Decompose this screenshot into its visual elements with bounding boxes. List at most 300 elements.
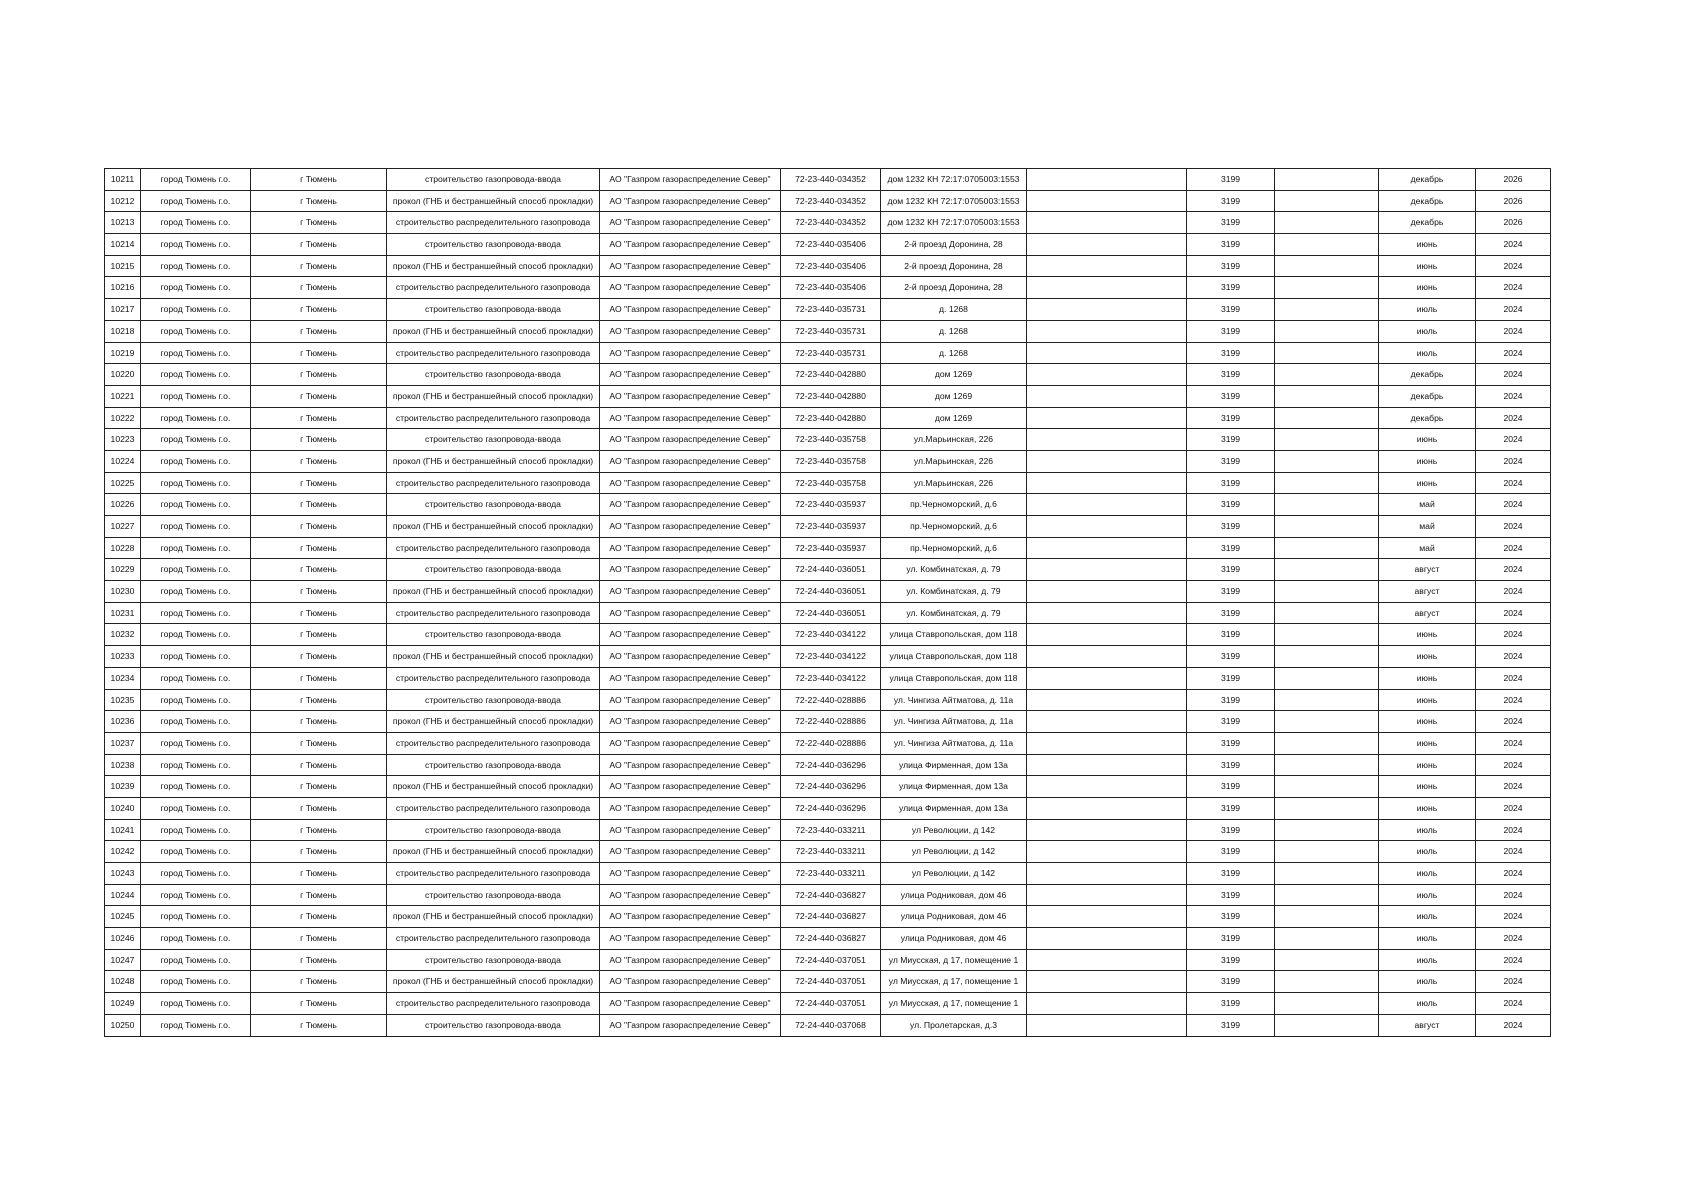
- month-cell: июнь: [1379, 450, 1476, 472]
- table-row: [105, 277, 1551, 299]
- code-cell: 3199: [1187, 646, 1275, 668]
- row-number-cell: 10247: [105, 949, 141, 971]
- month-cell: август: [1379, 559, 1476, 581]
- settlement-cell: г Тюмень: [251, 190, 387, 212]
- empty-cell: [1275, 949, 1379, 971]
- address-cell: д. 1268: [881, 299, 1027, 321]
- application-number-cell: 72-23-440-035731: [781, 320, 881, 342]
- empty-cell: [1027, 342, 1187, 364]
- row-number-cell: 10228: [105, 537, 141, 559]
- application-number-cell: 72-22-440-028886: [781, 711, 881, 733]
- code-cell: 3199: [1187, 841, 1275, 863]
- organization-cell: АО "Газпром газораспределение Север": [600, 949, 781, 971]
- application-number-cell: 72-24-440-036051: [781, 602, 881, 624]
- code-cell: 3199: [1187, 516, 1275, 538]
- year-cell: 2024: [1476, 234, 1551, 256]
- organization-cell: АО "Газпром газораспределение Север": [600, 255, 781, 277]
- year-cell: 2024: [1476, 320, 1551, 342]
- application-number-cell: 72-24-440-037051: [781, 971, 881, 993]
- address-cell: улица Родниковая, дом 46: [881, 906, 1027, 928]
- settlement-cell: г Тюмень: [251, 1014, 387, 1036]
- organization-cell: АО "Газпром газораспределение Север": [600, 494, 781, 516]
- empty-cell: [1275, 364, 1379, 386]
- year-cell: 2024: [1476, 537, 1551, 559]
- empty-cell: [1275, 559, 1379, 581]
- work-type-cell: строительство распределительного газопровода: [387, 602, 600, 624]
- month-cell: август: [1379, 581, 1476, 603]
- month-cell: май: [1379, 494, 1476, 516]
- empty-cell: [1275, 537, 1379, 559]
- empty-cell: [1027, 299, 1187, 321]
- code-cell: 3199: [1187, 364, 1275, 386]
- address-cell: дом 1232 КН 72:17:0705003:1553: [881, 169, 1027, 191]
- address-cell: улица Фирменная, дом 13а: [881, 776, 1027, 798]
- municipality-cell: город Тюмень г.о.: [141, 472, 251, 494]
- row-number-cell: 10245: [105, 906, 141, 928]
- address-cell: ул. Чингиза Айтматова, д. 11а: [881, 711, 1027, 733]
- row-number-cell: 10240: [105, 797, 141, 819]
- empty-cell: [1027, 450, 1187, 472]
- empty-cell: [1275, 841, 1379, 863]
- address-cell: ул. Комбинатская, д. 79: [881, 559, 1027, 581]
- empty-cell: [1027, 863, 1187, 885]
- row-number-cell: 10225: [105, 472, 141, 494]
- municipality-cell: город Тюмень г.о.: [141, 776, 251, 798]
- year-cell: 2024: [1476, 472, 1551, 494]
- municipality-cell: город Тюмень г.о.: [141, 299, 251, 321]
- address-cell: улица Ставропольская, дом 118: [881, 667, 1027, 689]
- organization-cell: АО "Газпром газораспределение Север": [600, 928, 781, 950]
- year-cell: 2024: [1476, 993, 1551, 1015]
- work-type-cell: строительство распределительного газопровода: [387, 277, 600, 299]
- settlement-cell: г Тюмень: [251, 472, 387, 494]
- month-cell: декабрь: [1379, 190, 1476, 212]
- empty-cell: [1027, 234, 1187, 256]
- empty-cell: [1027, 516, 1187, 538]
- application-number-cell: 72-24-440-036827: [781, 884, 881, 906]
- code-cell: 3199: [1187, 819, 1275, 841]
- table-row: [105, 732, 1551, 754]
- table-row: [105, 602, 1551, 624]
- work-type-cell: прокол (ГНБ и бестраншейный способ прокладки): [387, 190, 600, 212]
- month-cell: июль: [1379, 949, 1476, 971]
- address-cell: дом 1269: [881, 385, 1027, 407]
- application-number-cell: 72-23-440-042880: [781, 364, 881, 386]
- year-cell: 2024: [1476, 928, 1551, 950]
- month-cell: июль: [1379, 884, 1476, 906]
- month-cell: июль: [1379, 863, 1476, 885]
- year-cell: 2024: [1476, 949, 1551, 971]
- month-cell: июнь: [1379, 711, 1476, 733]
- municipality-cell: город Тюмень г.о.: [141, 255, 251, 277]
- address-cell: ул. Чингиза Айтматова, д. 11а: [881, 732, 1027, 754]
- work-type-cell: строительство газопровода-ввода: [387, 949, 600, 971]
- address-cell: ул. Пролетарская, д.3: [881, 1014, 1027, 1036]
- application-number-cell: 72-24-440-036296: [781, 754, 881, 776]
- code-cell: 3199: [1187, 537, 1275, 559]
- organization-cell: АО "Газпром газораспределение Север": [600, 190, 781, 212]
- settlement-cell: г Тюмень: [251, 450, 387, 472]
- year-cell: 2024: [1476, 602, 1551, 624]
- address-cell: ул Миусская, д 17, помещение 1: [881, 971, 1027, 993]
- empty-cell: [1275, 624, 1379, 646]
- code-cell: 3199: [1187, 1014, 1275, 1036]
- empty-cell: [1027, 407, 1187, 429]
- table-row: [105, 884, 1551, 906]
- organization-cell: АО "Газпром газораспределение Север": [600, 364, 781, 386]
- month-cell: июнь: [1379, 776, 1476, 798]
- settlement-cell: г Тюмень: [251, 537, 387, 559]
- empty-cell: [1275, 320, 1379, 342]
- settlement-cell: г Тюмень: [251, 255, 387, 277]
- municipality-cell: город Тюмень г.о.: [141, 949, 251, 971]
- code-cell: 3199: [1187, 776, 1275, 798]
- row-number-cell: 10233: [105, 646, 141, 668]
- code-cell: 3199: [1187, 754, 1275, 776]
- row-number-cell: 10224: [105, 450, 141, 472]
- table-row: [105, 971, 1551, 993]
- empty-cell: [1027, 385, 1187, 407]
- settlement-cell: г Тюмень: [251, 581, 387, 603]
- empty-cell: [1275, 299, 1379, 321]
- month-cell: декабрь: [1379, 212, 1476, 234]
- code-cell: 3199: [1187, 602, 1275, 624]
- table-row: [105, 863, 1551, 885]
- table-body: [105, 169, 1551, 1037]
- year-cell: 2024: [1476, 407, 1551, 429]
- code-cell: 3199: [1187, 450, 1275, 472]
- row-number-cell: 10235: [105, 689, 141, 711]
- code-cell: 3199: [1187, 971, 1275, 993]
- application-number-cell: 72-22-440-028886: [781, 732, 881, 754]
- work-type-cell: строительство распределительного газопровода: [387, 472, 600, 494]
- municipality-cell: город Тюмень г.о.: [141, 559, 251, 581]
- municipality-cell: город Тюмень г.о.: [141, 277, 251, 299]
- settlement-cell: г Тюмень: [251, 516, 387, 538]
- application-number-cell: 72-24-440-036051: [781, 581, 881, 603]
- code-cell: 3199: [1187, 949, 1275, 971]
- empty-cell: [1027, 559, 1187, 581]
- settlement-cell: г Тюмень: [251, 667, 387, 689]
- settlement-cell: г Тюмень: [251, 993, 387, 1015]
- application-number-cell: 72-23-440-035731: [781, 299, 881, 321]
- empty-cell: [1275, 776, 1379, 798]
- empty-cell: [1027, 1014, 1187, 1036]
- month-cell: июнь: [1379, 472, 1476, 494]
- settlement-cell: г Тюмень: [251, 429, 387, 451]
- municipality-cell: город Тюмень г.о.: [141, 494, 251, 516]
- row-number-cell: 10217: [105, 299, 141, 321]
- application-number-cell: 72-23-440-035406: [781, 234, 881, 256]
- application-number-cell: 72-24-440-037068: [781, 1014, 881, 1036]
- work-type-cell: строительство газопровода-ввода: [387, 884, 600, 906]
- empty-cell: [1027, 472, 1187, 494]
- application-number-cell: 72-23-440-033211: [781, 863, 881, 885]
- work-type-cell: строительство газопровода-ввода: [387, 689, 600, 711]
- table-row: [105, 472, 1551, 494]
- application-number-cell: 72-23-440-035937: [781, 494, 881, 516]
- settlement-cell: г Тюмень: [251, 364, 387, 386]
- row-number-cell: 10216: [105, 277, 141, 299]
- work-type-cell: строительство распределительного газопровода: [387, 928, 600, 950]
- municipality-cell: город Тюмень г.о.: [141, 863, 251, 885]
- work-type-cell: строительство газопровода-ввода: [387, 234, 600, 256]
- row-number-cell: 10246: [105, 928, 141, 950]
- address-cell: ул. Чингиза Айтматова, д. 11а: [881, 689, 1027, 711]
- municipality-cell: город Тюмень г.о.: [141, 234, 251, 256]
- empty-cell: [1275, 754, 1379, 776]
- application-number-cell: 72-23-440-034122: [781, 667, 881, 689]
- table-row: [105, 797, 1551, 819]
- year-cell: 2024: [1476, 732, 1551, 754]
- code-cell: 3199: [1187, 624, 1275, 646]
- year-cell: 2026: [1476, 190, 1551, 212]
- empty-cell: [1027, 190, 1187, 212]
- month-cell: июль: [1379, 993, 1476, 1015]
- organization-cell: АО "Газпром газораспределение Север": [600, 667, 781, 689]
- month-cell: август: [1379, 1014, 1476, 1036]
- code-cell: 3199: [1187, 906, 1275, 928]
- application-number-cell: 72-23-440-042880: [781, 385, 881, 407]
- municipality-cell: город Тюмень г.о.: [141, 212, 251, 234]
- code-cell: 3199: [1187, 429, 1275, 451]
- year-cell: 2026: [1476, 169, 1551, 191]
- code-cell: 3199: [1187, 884, 1275, 906]
- month-cell: июнь: [1379, 255, 1476, 277]
- code-cell: 3199: [1187, 689, 1275, 711]
- application-number-cell: 72-23-440-034352: [781, 169, 881, 191]
- code-cell: 3199: [1187, 472, 1275, 494]
- code-cell: 3199: [1187, 190, 1275, 212]
- table-row: [105, 407, 1551, 429]
- work-type-cell: строительство газопровода-ввода: [387, 754, 600, 776]
- work-type-cell: прокол (ГНБ и бестраншейный способ прокладки): [387, 776, 600, 798]
- address-cell: дом 1269: [881, 407, 1027, 429]
- address-cell: 2-й проезд Доронина, 28: [881, 255, 1027, 277]
- address-cell: ул Революции, д 142: [881, 819, 1027, 841]
- settlement-cell: г Тюмень: [251, 602, 387, 624]
- row-number-cell: 10212: [105, 190, 141, 212]
- table-row: [105, 711, 1551, 733]
- month-cell: декабрь: [1379, 364, 1476, 386]
- empty-cell: [1275, 863, 1379, 885]
- organization-cell: АО "Газпром газораспределение Север": [600, 711, 781, 733]
- work-type-cell: прокол (ГНБ и бестраншейный способ прокладки): [387, 450, 600, 472]
- organization-cell: АО "Газпром газораспределение Север": [600, 797, 781, 819]
- organization-cell: АО "Газпром газораспределение Север": [600, 732, 781, 754]
- code-cell: 3199: [1187, 342, 1275, 364]
- code-cell: 3199: [1187, 711, 1275, 733]
- organization-cell: АО "Газпром газораспределение Север": [600, 971, 781, 993]
- month-cell: июнь: [1379, 754, 1476, 776]
- year-cell: 2024: [1476, 906, 1551, 928]
- empty-cell: [1275, 407, 1379, 429]
- municipality-cell: город Тюмень г.о.: [141, 407, 251, 429]
- table-row: [105, 689, 1551, 711]
- code-cell: 3199: [1187, 299, 1275, 321]
- work-type-cell: строительство газопровода-ввода: [387, 624, 600, 646]
- table-row: [105, 559, 1551, 581]
- year-cell: 2024: [1476, 494, 1551, 516]
- settlement-cell: г Тюмень: [251, 624, 387, 646]
- empty-cell: [1275, 190, 1379, 212]
- work-type-cell: строительство распределительного газопровода: [387, 993, 600, 1015]
- organization-cell: АО "Газпром газораспределение Север": [600, 234, 781, 256]
- month-cell: декабрь: [1379, 169, 1476, 191]
- empty-cell: [1275, 234, 1379, 256]
- code-cell: 3199: [1187, 234, 1275, 256]
- work-type-cell: строительство газопровода-ввода: [387, 429, 600, 451]
- empty-cell: [1275, 732, 1379, 754]
- row-number-cell: 10226: [105, 494, 141, 516]
- code-cell: 3199: [1187, 169, 1275, 191]
- code-cell: 3199: [1187, 559, 1275, 581]
- municipality-cell: город Тюмень г.о.: [141, 1014, 251, 1036]
- settlement-cell: г Тюмень: [251, 494, 387, 516]
- empty-cell: [1027, 993, 1187, 1015]
- settlement-cell: г Тюмень: [251, 928, 387, 950]
- address-cell: улица Родниковая, дом 46: [881, 928, 1027, 950]
- municipality-cell: город Тюмень г.о.: [141, 537, 251, 559]
- code-cell: 3199: [1187, 320, 1275, 342]
- row-number-cell: 10227: [105, 516, 141, 538]
- table-row: [105, 754, 1551, 776]
- empty-cell: [1027, 776, 1187, 798]
- empty-cell: [1275, 711, 1379, 733]
- table-row: [105, 190, 1551, 212]
- table-row: [105, 494, 1551, 516]
- organization-cell: АО "Газпром газораспределение Север": [600, 581, 781, 603]
- table-row: [105, 624, 1551, 646]
- organization-cell: АО "Газпром газораспределение Север": [600, 342, 781, 364]
- row-number-cell: 10211: [105, 169, 141, 191]
- month-cell: июль: [1379, 906, 1476, 928]
- empty-cell: [1275, 450, 1379, 472]
- row-number-cell: 10234: [105, 667, 141, 689]
- row-number-cell: 10229: [105, 559, 141, 581]
- empty-cell: [1027, 277, 1187, 299]
- application-number-cell: 72-23-440-035731: [781, 342, 881, 364]
- work-type-cell: прокол (ГНБ и бестраншейный способ прокладки): [387, 971, 600, 993]
- empty-cell: [1027, 841, 1187, 863]
- settlement-cell: г Тюмень: [251, 819, 387, 841]
- settlement-cell: г Тюмень: [251, 646, 387, 668]
- organization-cell: АО "Газпром газораспределение Север": [600, 385, 781, 407]
- address-cell: ул.Марьинская, 226: [881, 450, 1027, 472]
- empty-cell: [1275, 993, 1379, 1015]
- year-cell: 2024: [1476, 689, 1551, 711]
- application-number-cell: 72-24-440-037051: [781, 949, 881, 971]
- application-number-cell: 72-23-440-034352: [781, 190, 881, 212]
- row-number-cell: 10232: [105, 624, 141, 646]
- month-cell: июнь: [1379, 234, 1476, 256]
- empty-cell: [1027, 754, 1187, 776]
- municipality-cell: город Тюмень г.о.: [141, 450, 251, 472]
- organization-cell: АО "Газпром газораспределение Север": [600, 841, 781, 863]
- application-number-cell: 72-22-440-028886: [781, 689, 881, 711]
- settlement-cell: г Тюмень: [251, 559, 387, 581]
- municipality-cell: город Тюмень г.о.: [141, 689, 251, 711]
- code-cell: 3199: [1187, 277, 1275, 299]
- year-cell: 2024: [1476, 754, 1551, 776]
- work-type-cell: прокол (ГНБ и бестраншейный способ прокладки): [387, 516, 600, 538]
- empty-cell: [1275, 255, 1379, 277]
- work-type-cell: строительство газопровода-ввода: [387, 169, 600, 191]
- work-type-cell: строительство газопровода-ввода: [387, 299, 600, 321]
- address-cell: дом 1269: [881, 364, 1027, 386]
- month-cell: июль: [1379, 841, 1476, 863]
- data-table: [104, 168, 1551, 1037]
- row-number-cell: 10249: [105, 993, 141, 1015]
- code-cell: 3199: [1187, 255, 1275, 277]
- municipality-cell: город Тюмень г.о.: [141, 993, 251, 1015]
- settlement-cell: г Тюмень: [251, 320, 387, 342]
- empty-cell: [1027, 711, 1187, 733]
- row-number-cell: 10250: [105, 1014, 141, 1036]
- organization-cell: АО "Газпром газораспределение Север": [600, 776, 781, 798]
- settlement-cell: г Тюмень: [251, 754, 387, 776]
- address-cell: ул. Комбинатская, д. 79: [881, 581, 1027, 603]
- empty-cell: [1275, 602, 1379, 624]
- organization-cell: АО "Газпром газораспределение Север": [600, 407, 781, 429]
- work-type-cell: прокол (ГНБ и бестраншейный способ прокладки): [387, 841, 600, 863]
- application-number-cell: 72-23-440-035758: [781, 472, 881, 494]
- empty-cell: [1275, 906, 1379, 928]
- table-row: [105, 385, 1551, 407]
- municipality-cell: город Тюмень г.о.: [141, 819, 251, 841]
- work-type-cell: строительство газопровода-ввода: [387, 819, 600, 841]
- address-cell: ул Революции, д 142: [881, 841, 1027, 863]
- empty-cell: [1275, 212, 1379, 234]
- organization-cell: АО "Газпром газораспределение Север": [600, 884, 781, 906]
- empty-cell: [1275, 928, 1379, 950]
- organization-cell: АО "Газпром газораспределение Север": [600, 169, 781, 191]
- empty-cell: [1275, 667, 1379, 689]
- empty-cell: [1027, 255, 1187, 277]
- application-number-cell: 72-23-440-035937: [781, 516, 881, 538]
- application-number-cell: 72-23-440-035406: [781, 255, 881, 277]
- row-number-cell: 10241: [105, 819, 141, 841]
- settlement-cell: г Тюмень: [251, 841, 387, 863]
- month-cell: июль: [1379, 971, 1476, 993]
- month-cell: май: [1379, 537, 1476, 559]
- work-type-cell: строительство распределительного газопровода: [387, 342, 600, 364]
- code-cell: 3199: [1187, 581, 1275, 603]
- table-row: [105, 429, 1551, 451]
- empty-cell: [1027, 320, 1187, 342]
- application-number-cell: 72-23-440-033211: [781, 819, 881, 841]
- settlement-cell: г Тюмень: [251, 949, 387, 971]
- empty-cell: [1027, 169, 1187, 191]
- application-number-cell: 72-24-440-036296: [781, 776, 881, 798]
- work-type-cell: строительство распределительного газопровода: [387, 797, 600, 819]
- municipality-cell: город Тюмень г.о.: [141, 429, 251, 451]
- table-row: [105, 776, 1551, 798]
- year-cell: 2024: [1476, 1014, 1551, 1036]
- settlement-cell: г Тюмень: [251, 342, 387, 364]
- row-number-cell: 10230: [105, 581, 141, 603]
- work-type-cell: строительство распределительного газопровода: [387, 667, 600, 689]
- month-cell: август: [1379, 602, 1476, 624]
- empty-cell: [1275, 581, 1379, 603]
- empty-cell: [1275, 819, 1379, 841]
- row-number-cell: 10239: [105, 776, 141, 798]
- row-number-cell: 10223: [105, 429, 141, 451]
- table-row: [105, 299, 1551, 321]
- empty-cell: [1027, 797, 1187, 819]
- municipality-cell: город Тюмень г.о.: [141, 928, 251, 950]
- work-type-cell: строительство распределительного газопровода: [387, 407, 600, 429]
